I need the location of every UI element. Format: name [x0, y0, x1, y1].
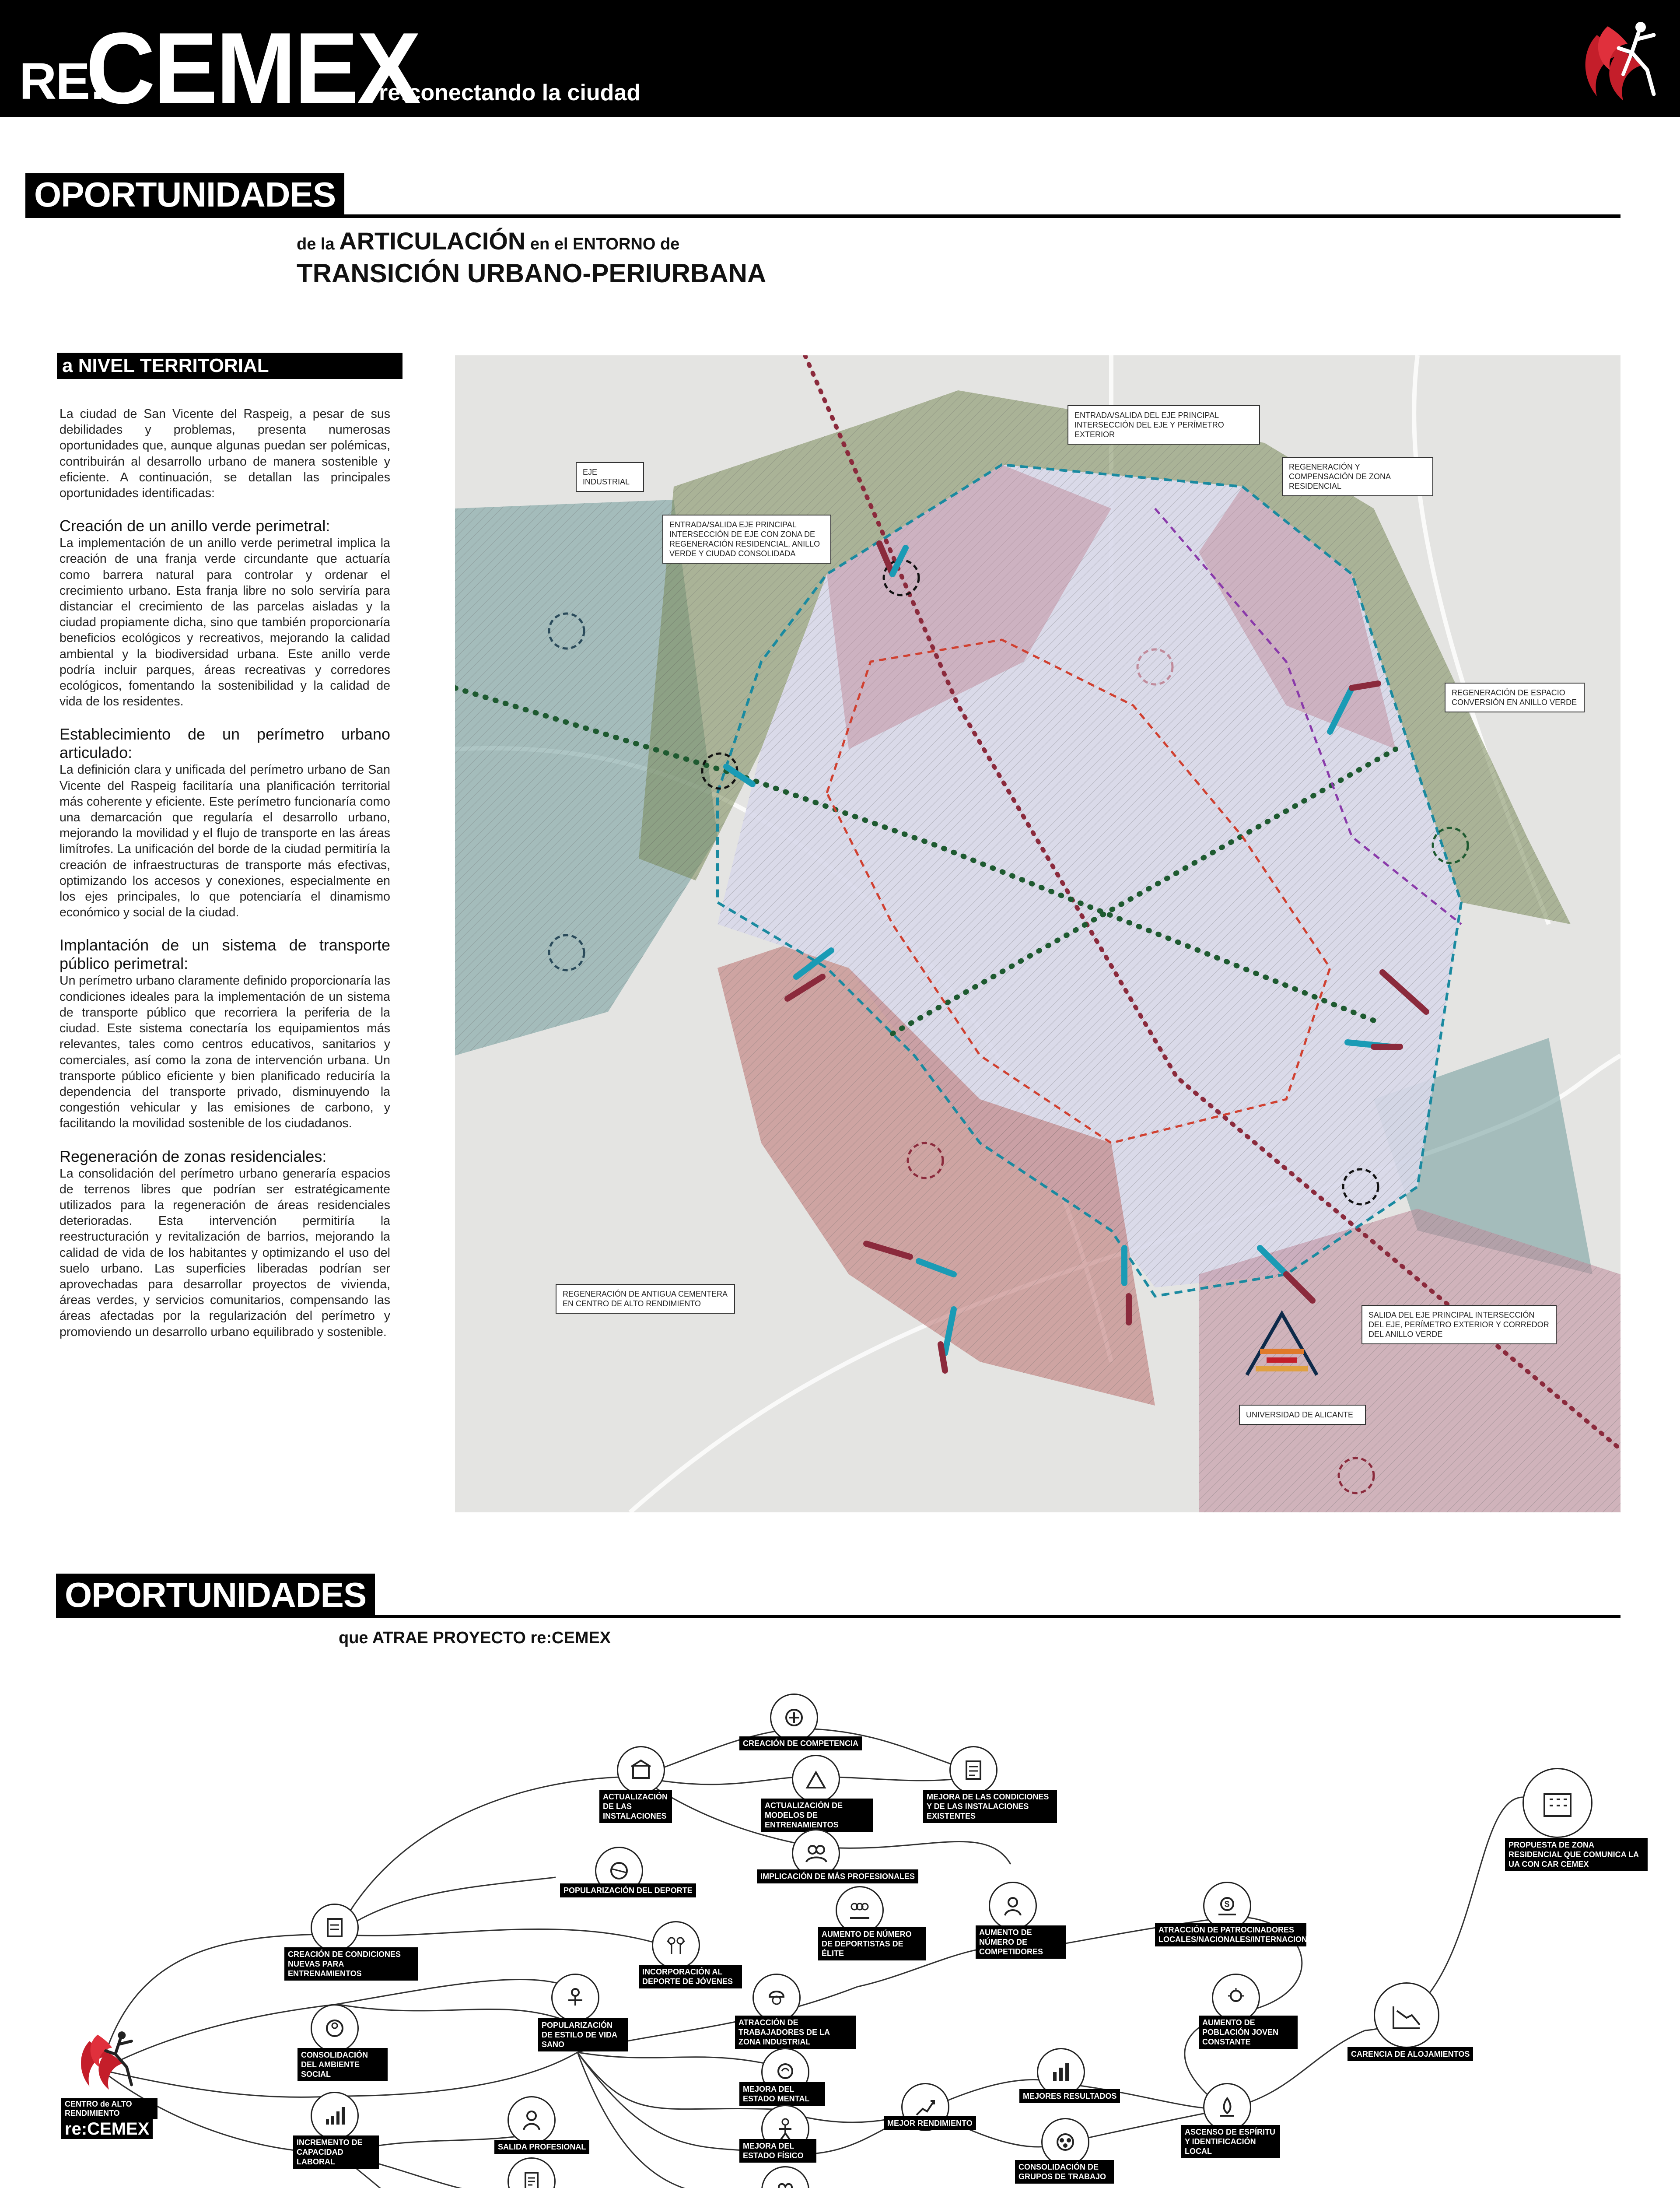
- population-icon: [1212, 1974, 1260, 2022]
- growth-chart-icon: [311, 2092, 359, 2140]
- header-bar: [0, 0, 1680, 125]
- node-label: MEJORA DE LAS CONDICIONES Y DE LAS INSTALACIONES EXISTENTES: [923, 1790, 1057, 1823]
- callout-entrada-principal: ENTRADA/SALIDA DEL EJE PRINCIPAL INTERSECCIÓN DEL EJE Y PERÍMETRO EXTERIOR: [1068, 405, 1260, 445]
- node-label: ACTUALIZACIÓN DE MODELOS DE ENTRENAMIENTOS: [761, 1799, 873, 1832]
- opportunity-item: [60, 936, 390, 1131]
- competition-icon: [770, 1694, 818, 1742]
- dancer-logo-icon: [61, 2022, 149, 2096]
- node-label: POPULARIZACIÓN DEL DEPORTE: [560, 1883, 696, 1897]
- node-label: POPULARIZACIÓN DE ESTILO DE VIDA SANO: [538, 2018, 628, 2051]
- checklist-icon: [949, 1746, 998, 1794]
- building-icon: [1522, 1768, 1592, 1838]
- origin-label: CENTRO de ALTO RENDIMIENTO: [61, 2098, 158, 2119]
- subtitle-part: en el ENTORNO de: [530, 235, 680, 253]
- subtitle-emphasis: URBANO-PERIURBANA: [467, 259, 766, 288]
- node-label: CONSOLIDACIÓN DEL AMBIENTE SOCIAL: [298, 2048, 388, 2081]
- brand-prefix: RE:: [19, 53, 106, 110]
- opportunity-heading: Establecimiento de un perímetro urbano articulado:: [60, 725, 390, 762]
- callout-regeneracion-compensacion: REGENERACIÓN Y COMPENSACIÓN DE ZONA RESIDENCIAL: [1282, 457, 1433, 496]
- node-label: SALIDA PROFESIONAL: [494, 2140, 589, 2154]
- section-title-opportunities-territorial: OPORTUNIDADES: [25, 173, 344, 216]
- community-icon: [311, 2004, 359, 2052]
- clipboard-icon: [311, 1904, 359, 1952]
- section-title-opportunities-project: OPORTUNIDADES: [56, 1574, 375, 1616]
- node-label: MEJORA DEL ESTADO FÍSICO: [739, 2139, 816, 2163]
- section2-subtitle: que ATRAE PROYECTO re:CEMEX: [339, 1629, 611, 1647]
- training-icon: [792, 1755, 840, 1803]
- callout-eje-industrial: EJE INDUSTRIAL: [576, 462, 644, 492]
- callout-regeneracion-espacio: REGENERACIÓN DE ESPACIO CONVERSIÓN EN ANILLO VERDE: [1445, 683, 1585, 712]
- housing-decline-icon: [1374, 1982, 1439, 2048]
- opportunity-item: [60, 517, 390, 709]
- opportunity-body: La implementación de un anillo verde perimetral implica la creación de una franja verde circundante que actuaría como barrera natural para controlar y ordenar el crecimiento urbano. Esta franja libre no solo serviría para distanciar el crecimiento de las parcelas aisladas y la ciudad propiamente dicha, sino que también proporcionaría beneficios ecológicos y recreativos, mejorando la calidad ambiental y la biodiversidad urbana. Este anillo verde podría incluir parques, áreas recreativas y corredores ecológicos, fomentando la sostenibilidad y la calidad de vida de los residentes.: [60, 536, 390, 709]
- node-label: INCREMENTO DE CAPACIDAD LABORAL: [293, 2135, 379, 2169]
- node-label: CREACIÓN DE COMPETENCIA: [739, 1736, 862, 1750]
- opportunity-item: [60, 1147, 390, 1340]
- origin-node: [61, 2022, 158, 2139]
- node-label: ATRACCIÓN DE PATROCINADORES LOCALES/NACIONALES/INTERNACIONALES: [1155, 1923, 1306, 1946]
- subtitle-emphasis: ARTICULACIÓN: [339, 227, 526, 255]
- node-label: CONSOLIDACIÓN DE GRUPOS DE TRABAJO: [1015, 2160, 1114, 2184]
- opportunity-body: La definición clara y unificada del perímetro urbano de San Vicente del Raspeig facilitaría una planificación territorial más coherente y eficiente. Este perímetro funcionaría como una demarcación que regularía el desarrollo urbano, mejorando la movilidad y el flujo de transporte en las áreas limítrofes. La unificación del borde de la ciudad permitiría la creación de infraestructuras de transporte más efectivas, optimizando los accesos y conexiones, especialmente en los ejes principales, lo que potenciaría el dinamismo económico y social de la ciudad.: [60, 763, 390, 920]
- competitor-icon: [989, 1882, 1037, 1930]
- node-label: CREACIÓN DE CONDICIONES NUEVAS PARA ENTRENAMIENTOS: [284, 1947, 418, 1981]
- node-label: MEJORA DEL ESTADO MENTAL: [739, 2082, 825, 2106]
- intro-paragraph: La ciudad de San Vicente del Raspeig, a pesar de sus debilidades y problemas, presenta numerosas oportunidades que, aunque algunas puedan ser polémicas, contribuirán al desarrollo urbano de manera sostenible y eficiente. A continuación, se detallan las principales oportunidades identificadas:: [60, 407, 390, 501]
- node-label: CARENCIA DE ALOJAMIENTOS: [1348, 2047, 1473, 2061]
- subtitle-part: TRANSICIÓN: [297, 259, 460, 288]
- callout-cementera: REGENERACIÓN DE ANTIGUA CEMENTERA EN CENTRO DE ALTO RENDIMIENTO: [556, 1284, 735, 1314]
- callout-universidad: UNIVERSIDAD DE ALICANTE: [1239, 1405, 1366, 1425]
- facilities-icon: [617, 1746, 665, 1794]
- section-divider: [25, 214, 1620, 218]
- node-label: ATRACCIÓN DE TRABAJADORES DE LA ZONA INDUSTRIAL: [735, 2016, 856, 2049]
- team-icon: [1041, 2118, 1089, 2166]
- career-icon: [508, 2096, 556, 2144]
- opportunity-heading: Regeneración de zonas residenciales:: [60, 1147, 327, 1165]
- opportunity-body: La consolidación del perímetro urbano generaría espacios de terrenos libres que podrían ser estratégicamente utilizados para la regeneración de áreas residenciales deterioradas. Esta intervención permitiría la reestructuración y revitalización de barrios, mejorando la calidad de vida de los habitantes y optimizando el uso del suelo urbano. Las superficies liberadas podrían ser aprovechadas para desarrollar proyectos de vivienda, áreas verdes, y servicios comunitarios, compensando las áreas afectadas por la regularización del perímetro y promoviendo un desarrollo urbano equilibrado y sostenible.: [60, 1166, 390, 1339]
- node-label: IMPLICACIÓN DE MÁS PROFESIONALES: [757, 1869, 918, 1883]
- section-subtitle-line1: [297, 227, 679, 255]
- origin-brand: re:CEMEX: [61, 2119, 153, 2139]
- node-label: ACTUALIZACIÓN DE LAS INSTALACIONES: [599, 1790, 672, 1823]
- node-label: AUMENTO DE NÚMERO DE COMPETIDORES: [976, 1925, 1066, 1959]
- callout-entrada-residencial: ENTRADA/SALIDA EJE PRINCIPAL INTERSECCIÓN DE EJE CON ZONA DE REGENERACIÓN RESIDENCIAL, ANILLO VERDE Y CIUDAD CONSOLIDADA: [662, 515, 831, 564]
- opportunity-body: Un perímetro urbano claramente definido proporcionaría las condiciones ideales para la implementación de un sistema de transporte público que recorriera la periferia de la ciudad. Este sistema conectaría los equipamientos más relevantes, tales como centros educativos, sanitarios y comerciales, así como la zona de intervención urbana. Un transporte público eficiente y bien planificado reduciría la dependencia del transporte privado, disminuyendo la congestión vehicular y las emisiones de carbono, y facilitando la movilidad sostenible de los ciudadanos.: [60, 974, 390, 1131]
- brand-name: CEMEX: [86, 11, 420, 125]
- node-label: PROPUESTA DE ZONA RESIDENCIAL QUE COMUNICA LA UA CON CAR CEMEX: [1505, 1838, 1648, 1871]
- node-label: INCORPORACIÓN AL DEPORTE DE JÓVENES: [639, 1965, 742, 1988]
- node-label: AUMENTO DE POBLACIÓN JOVEN CONSTANTE: [1199, 2016, 1298, 2049]
- youth-icon: [652, 1921, 700, 1969]
- worker-icon: [752, 1974, 801, 2022]
- node-label: ASCENSO DE ESPÍRITU Y IDENTIFICACIÓN LOCAL: [1181, 2125, 1280, 2158]
- territorial-level-label: a NIVEL TERRITORIAL: [57, 353, 402, 379]
- subtitle-part: de la: [297, 235, 335, 253]
- opportunities-text-column: [60, 406, 390, 1356]
- callout-salida-eje: SALIDA DEL EJE PRINCIPAL INTERSECCIÓN DEL EJE, PERÍMETRO EXTERIOR Y CORREDOR DEL ANILLO VERDE: [1362, 1305, 1557, 1344]
- opportunity-heading: Creación de un anillo verde perimetral:: [60, 517, 330, 535]
- healthy-life-icon: [551, 1974, 599, 2022]
- brand-tagline: re:conectando la ciudad: [379, 80, 641, 105]
- opportunity-item: [60, 725, 390, 920]
- opportunity-heading: Implantación de un sistema de transporte público perimetral:: [60, 936, 390, 973]
- node-label: MEJORES RESULTADOS: [1019, 2089, 1120, 2103]
- svg-text:$: $: [1225, 1900, 1230, 1909]
- section-subtitle-line2: [297, 258, 766, 288]
- spirit-icon: [1203, 2083, 1251, 2131]
- node-label: MEJOR RENDIMIENTO: [884, 2116, 976, 2130]
- section-divider: [56, 1615, 1620, 1618]
- dancer-logo-icon: [1566, 9, 1670, 109]
- node-label: AUMENTO DE NÚMERO DE DEPORTISTAS DE ÉLITE: [818, 1927, 926, 1960]
